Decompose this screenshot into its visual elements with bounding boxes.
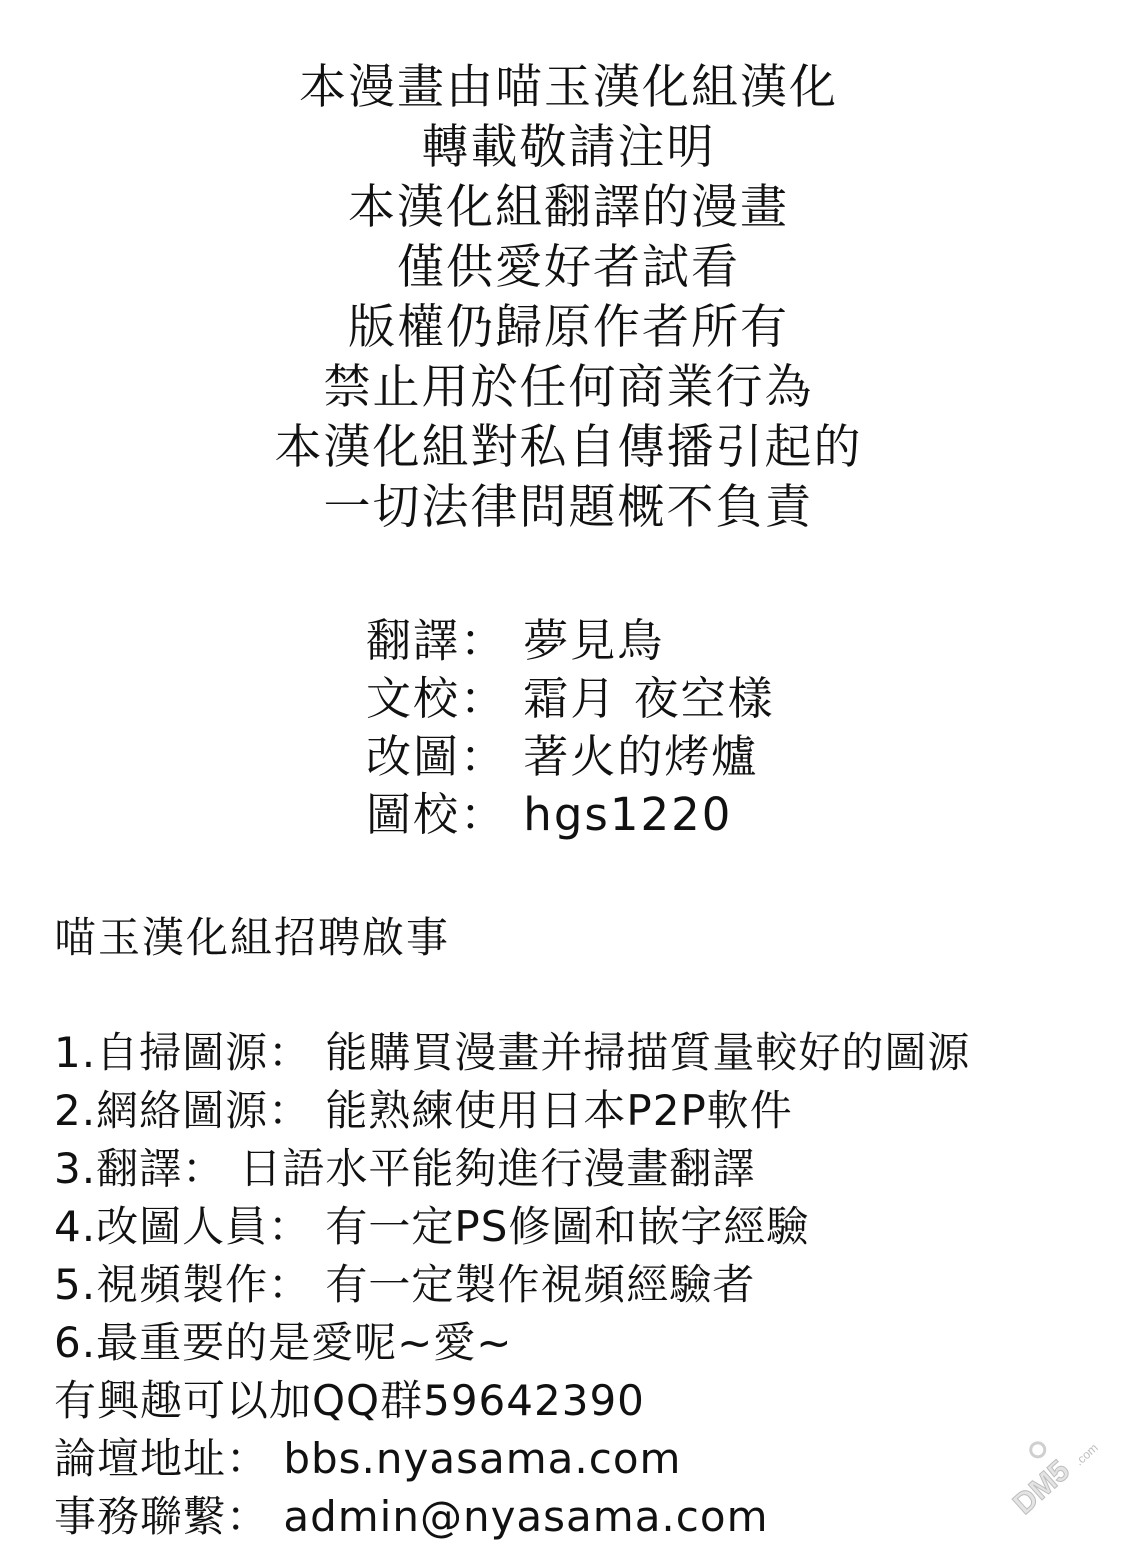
recruit-item-scanning: 1.自掃圖源： 能購買漫畫并掃描質量較好的圖源 xyxy=(54,1028,971,1077)
contact-qq-group: 有興趣可以加QQ群59642390 xyxy=(54,1376,645,1425)
recruit-item-love: 6.最重要的是愛呢~愛~ xyxy=(54,1318,513,1367)
notice-line: 僅供愛好者試看 xyxy=(397,240,740,295)
recruit-item-web-source: 2.網絡圖源： 能熟練使用日本P2P軟件 xyxy=(54,1086,793,1135)
notice-line: 本漫畫由喵玉漢化組漢化 xyxy=(299,60,838,115)
notice-line: 本漢化組翻譯的漫畫 xyxy=(348,180,789,235)
notice-line: 本漢化組對私自傳播引起的 xyxy=(274,420,863,475)
svg-text:DM5: DM5 xyxy=(1006,1454,1077,1521)
svg-text:.com: .com xyxy=(1072,1440,1101,1469)
contact-email: 事務聯繫： admin@nyasama.com xyxy=(54,1492,769,1541)
recruit-item-translation: 3.翻譯： 日語水平能夠進行漫畫翻譯 xyxy=(54,1144,756,1193)
credit-translation: 翻譯： 夢見鳥 xyxy=(366,614,665,667)
credit-proofreading: 文校： 霜月 夜空樣 xyxy=(366,672,775,725)
notice-line: 禁止用於任何商業行為 xyxy=(323,360,814,415)
recruit-item-editing: 4.改圖人員： 有一定PS修圖和嵌字經驗 xyxy=(54,1202,810,1251)
notice-line: 轉載敬請注明 xyxy=(421,120,716,175)
recruitment-title: 喵玉漢化組招聘啟事 xyxy=(54,913,451,962)
recruit-item-video: 5.視頻製作： 有一定製作視頻經驗者 xyxy=(54,1260,756,1309)
credit-editing: 改圖： 著火的烤爐 xyxy=(366,730,759,783)
notice-line: 一切法律問題概不負責 xyxy=(323,480,814,535)
credit-image-check: 圖校： hgs1220 xyxy=(366,788,733,841)
contact-forum: 論壇地址： bbs.nyasama.com xyxy=(54,1434,682,1483)
dm5-watermark-logo xyxy=(995,1392,1115,1542)
recruitment-list xyxy=(54,1024,1114,1546)
notice-line: 版權仍歸原作者所有 xyxy=(348,300,789,355)
copyright-notice xyxy=(0,58,1137,538)
staff-credits xyxy=(366,612,966,844)
